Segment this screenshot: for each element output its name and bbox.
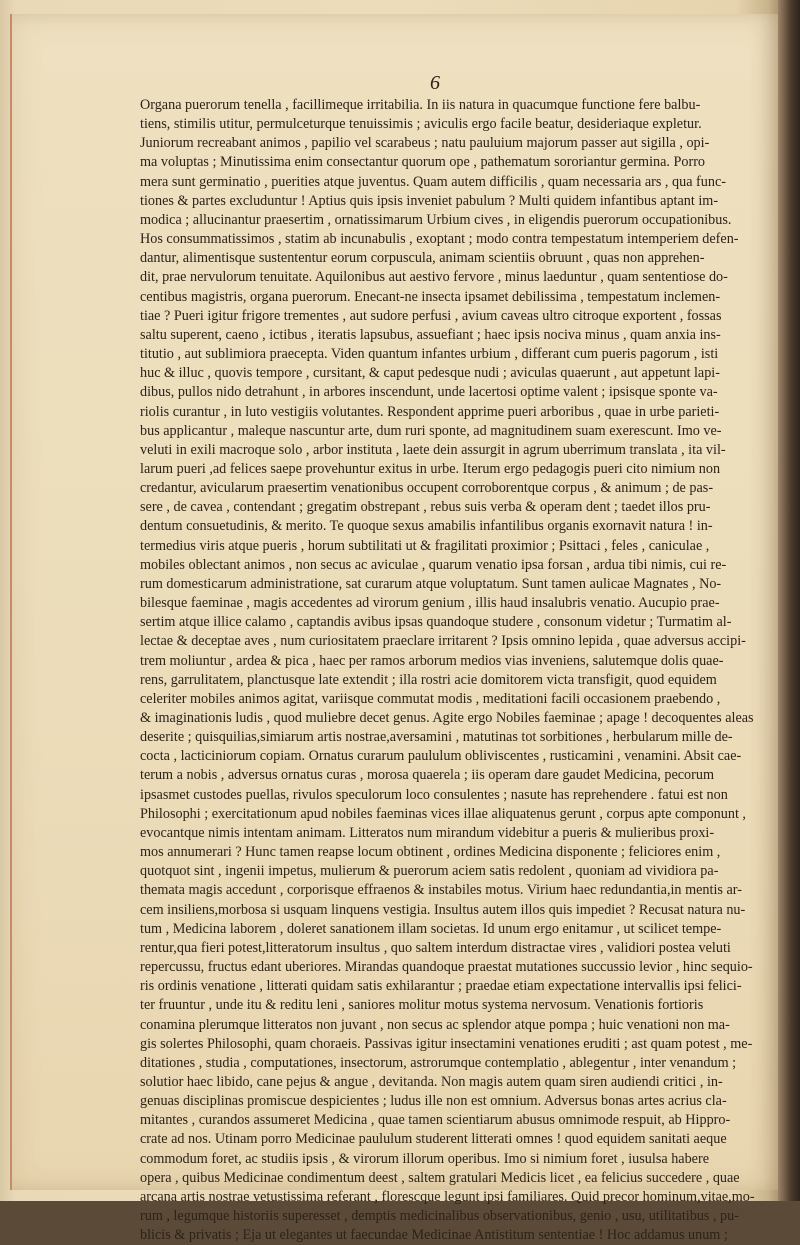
text-line: tiae ? Pueri igitur frigore trementes , aut sudore perfusi , avium caveas ultro citroque exportent , fossas bbox=[140, 307, 722, 324]
text-line: rentur,qua fieri potest,litteratorum insultus , quo saltem interdum distractae vires , validiori postea veluti bbox=[140, 939, 731, 956]
text-line: & imaginationis ludis , quod muliebre decet genus. Agite ergo Nobiles faeminae ; apage ! decoquentes aleas bbox=[140, 710, 754, 726]
text-line: centibus magistris, organa puerorum. Enecant-ne insecta ipsamet debilissima , tempestatum inclemen- bbox=[140, 288, 721, 305]
text-line: termedius viris atque pueris , horum subtilitati ut & fragilitati proximior ; Psittaci , feles , caniculae , bbox=[140, 537, 710, 554]
text-line: conamina plerumque litteratos non juvant , non secus ac splendor atque pompa ; huic venationi non ma- bbox=[140, 1016, 730, 1033]
text-line: Organa puerorum tenella , facillimeque irritabilia. In iis natura in quacumque functione fere balbu- bbox=[140, 97, 701, 113]
text-line: bus applicantur , maleque nascuntur arte, dum ruri sponte, ad magnitudinem suam exerescunt. Imo ve- bbox=[140, 422, 722, 439]
text-line: rens, garrulitatem, planctusque late extendit ; illa rostri acie domitorem victa transfigit, quod equidem bbox=[140, 671, 717, 688]
text-line: evocantque nimis intentam animam. Litteratos num mirandum videbitur a pueris & mulieribus proxi- bbox=[140, 824, 715, 841]
text-line: dibus, pullos nido detrahunt , in arbores inscendunt, unde lacertosi optime valent ; ipsisque sponte va- bbox=[140, 384, 718, 401]
text-line: riolis curantur , in luto vestigiis volutantes. Respondent apprime pueri arboribus , quae in urbe parieti- bbox=[140, 403, 720, 420]
text-line: mera sunt germinatio , puerities atque juventus. Quam autem difficilis , quam necessaria ars , qua func- bbox=[140, 173, 726, 190]
text-line: Juniorum recreabant animos , papilio vel scarabeus ; natu pauluium majorum passer aut sigilla , opi- bbox=[140, 135, 710, 152]
text-line: terum a nobis , adversus ornatus curas , morosa quaerela ; iis operam dare gaudet Medicina, pecorum bbox=[140, 767, 715, 784]
text-line: larum pueri ,ad felices saepe provehuntur exitus in urbe. Iterum ergo pedagogis pueri cito nimium non bbox=[140, 460, 721, 477]
text-line: themata magis accedunt , corporisque effraenos & instabiles motus. Virium haec redundantia,in mentis ar- bbox=[140, 882, 742, 899]
text-line: Hos consummatissimos , statim ab incunabulis , exoptant ; modo contra tempestatum intemperiem defen- bbox=[140, 231, 739, 248]
text-line: ris ordinis venatione , litterati quidam satis exhilarantur ; praedae etiam expectatione intervallis ipsi felici- bbox=[140, 978, 742, 995]
text-line: huc & illuc , quovis tempore , cursitant, & caput pedesque nudi ; aviculas quaerunt , aut appetunt lapi- bbox=[140, 365, 720, 382]
text-line: tum , Medicina laborem , doleret sanationem illam societas. Id unum ergo enitamur , ut scilicet tempe- bbox=[140, 920, 722, 937]
text-line: opera , quibus Medicinae condimentum deest , saltem gratulari Medicis licet , ea felicius succedere , quae bbox=[140, 1169, 740, 1186]
text-line: arcana artis nostrae vetustissima referant , florescque legunt ipsi familiares. Quid precor hominum,vitae,mo- bbox=[140, 1188, 755, 1205]
text-line: ditationes , studia , computationes, insectorum, astrorumque contemplatio , ablegentur , inter venandum ; bbox=[140, 1054, 737, 1071]
text-line: dentum consuetudinis, & merito. Te quoque sexus amabilis infantilibus organis exornavit natura ! in- bbox=[140, 518, 713, 535]
text-line: mitantes , curandos assumeret Medicina , quae tamen scientiarum abusus omnimode respuit, ab Hippro- bbox=[140, 1112, 731, 1129]
text-line: celeriter mobiles animos agitat, variisque commutat modis , meditationi facili occasionem praebendo , bbox=[140, 690, 721, 707]
text-line: titutio , aut sublimiora praecepta. Viden quantum infantes urbium , differant cum pueris pagorum , isti bbox=[140, 346, 719, 363]
text-line: sere , de cavea , contendant ; gregatim obstrepant , rebus suis verba & operam dent ; taedet illos pru- bbox=[140, 499, 711, 516]
text-line: dit, prae nervulorum tenuitate. Aquilonibus aut aestivo fervore , minus laeduntur , quam sententiose do- bbox=[140, 269, 728, 286]
text-line: mobiles oblectant animos , non secus ac aviculae , quarum venatio ipsa forsan , ardua tibi nimis, cui re- bbox=[140, 556, 727, 573]
text-line: tiones & partes excluduntur ! Aptius quis ipsis inveniet pabulum ? Multi quidem infantibus aptant im- bbox=[140, 192, 719, 209]
text-line: solutior haec libido, cane pejus & angue , devitanda. Non magis autem quam siren audiendi critici , in- bbox=[140, 1073, 723, 1090]
text-line: repercussu, fructus edant uberiores. Mirandas quandoque praestat mutationes succussio levior , hinc sequio- bbox=[140, 959, 753, 976]
text-line: saltu superent, caeno , ictibus , iteratis lapsubus, assuefiant ; haec ipsis nociva minus , quam anxia ins- bbox=[140, 326, 721, 343]
text-line: bilesque faeminae , magis accedentes ad virorum genium , illis haud insalubris venatio. Aucupio prae- bbox=[140, 595, 720, 612]
text-line: cocta , lacticiniorum copiam. Ornatus curarum paululum obliviscentes , rusticamini , venamini. Absit cae- bbox=[140, 748, 742, 765]
text-line: rum , legumque historiis superesset , demptis medicinalibus observationibus, genio , usu, utilitatibus , pu- bbox=[140, 1208, 739, 1225]
text-line: cem insiliens,morbosa si usquam linquens vestigia. Insultus autem illos quis impediet ? Recusat natura nu- bbox=[140, 901, 746, 918]
text-line: commodum foret, ac studiis ipsis , & virorum illorum operibus. Imo si nimium foret , iusulsa habere bbox=[140, 1150, 709, 1167]
text-line: deserite ; quisquilias,simiarum artis nostrae,aversamini , matutinas tot sorbitiones , herbularum mille de- bbox=[140, 729, 733, 746]
text-line: ipsasmet custodes puellas, rivulos speculorum loco consulentes ; nasute has reprehendere . fatui est non bbox=[140, 786, 728, 803]
text-line: gis solertes Philosophi, quam choraeis. Passivas igitur insectamini venationes eruditi ; ast quam potest , me- bbox=[140, 1035, 753, 1052]
page-number: 6 bbox=[430, 72, 440, 94]
text-line: mos annumerari ? Hunc tamen reapse locum obtinent , ordines Medicina disponente ; feliciores enim , bbox=[140, 844, 721, 861]
text-line: blicis & privatis ; Eja ut elegantes ut faecundae Medicinae Antistitum sententiae ! Hoc addamus unum ; bbox=[140, 1227, 728, 1244]
text-line: ter fruuntur , unde itu & reditu leni , saniores molitur motus systema nervosum. Venationis fortioris bbox=[140, 997, 704, 1014]
text-line: quotquot sint , ingenii impetus, mulierum & puerorum aciem satis redolent , quoniam ad vividiora pa- bbox=[140, 863, 719, 880]
text-line: trem moliuntur , ardea & pica , haec per ramos arborum medios vias inveniens, salutemque dolis quae- bbox=[140, 652, 724, 669]
text-line: lectae & deceptae aves , num curiositatem praeclare irritarent ? Ipsis omnino lepida , quae adversus accipi- bbox=[140, 633, 746, 650]
text-line: Philosophi ; exercitationum apud nobiles faeminas vices illae aliquatenus gerunt , corpus apte componunt , bbox=[140, 805, 746, 822]
book-edge bbox=[778, 0, 800, 1201]
text-line: modica ; allucinantur praesertim , ornatissimarum Urbium cives , in eligendis puerorum occupationibus. bbox=[140, 211, 732, 228]
text-line: crate ad nos. Utinam porro Medicinae paululum studerent litterati omnes ! quod equidem sanitati aeque bbox=[140, 1131, 727, 1148]
text-line: rum domesticarum administratione, sat curarum atque voluptatum. Sunt tamen aulicae Magnates , No- bbox=[140, 575, 722, 592]
text-line: credantur, avicularum praesertim venationibus occupent corroborentque corpus , & animum ; de pas- bbox=[140, 480, 714, 497]
text-line: veluti in exili macroque solo , arbor instituta , laete dein assurgit in agrum uberrimum translata , ita vil- bbox=[140, 441, 726, 458]
text-line: ma voluptas ; Minutissima enim consectantur quorum ope , pathematum sororiantur germina. Porro bbox=[140, 154, 706, 171]
text-line: dantur, alimentisque sustententur eorum corpuscula, animam scientiis obruunt , quas non apprehen- bbox=[140, 250, 705, 267]
body-text bbox=[140, 96, 764, 1245]
text-line: sertim atque illice calamo , captandis avibus ipsas quandoque studere , consonum videtur ; Turmatim al- bbox=[140, 614, 732, 631]
text-line: tiens, stimilis utitur, permulceturque tenuissimis ; aviculis ergo facile beatur, desideriaque expletur. bbox=[140, 116, 702, 133]
text-line: genuas disciplinas promiscue despicientes ; ludus ille non est omnium. Adversus bonas artes acrius cla- bbox=[140, 1093, 727, 1110]
